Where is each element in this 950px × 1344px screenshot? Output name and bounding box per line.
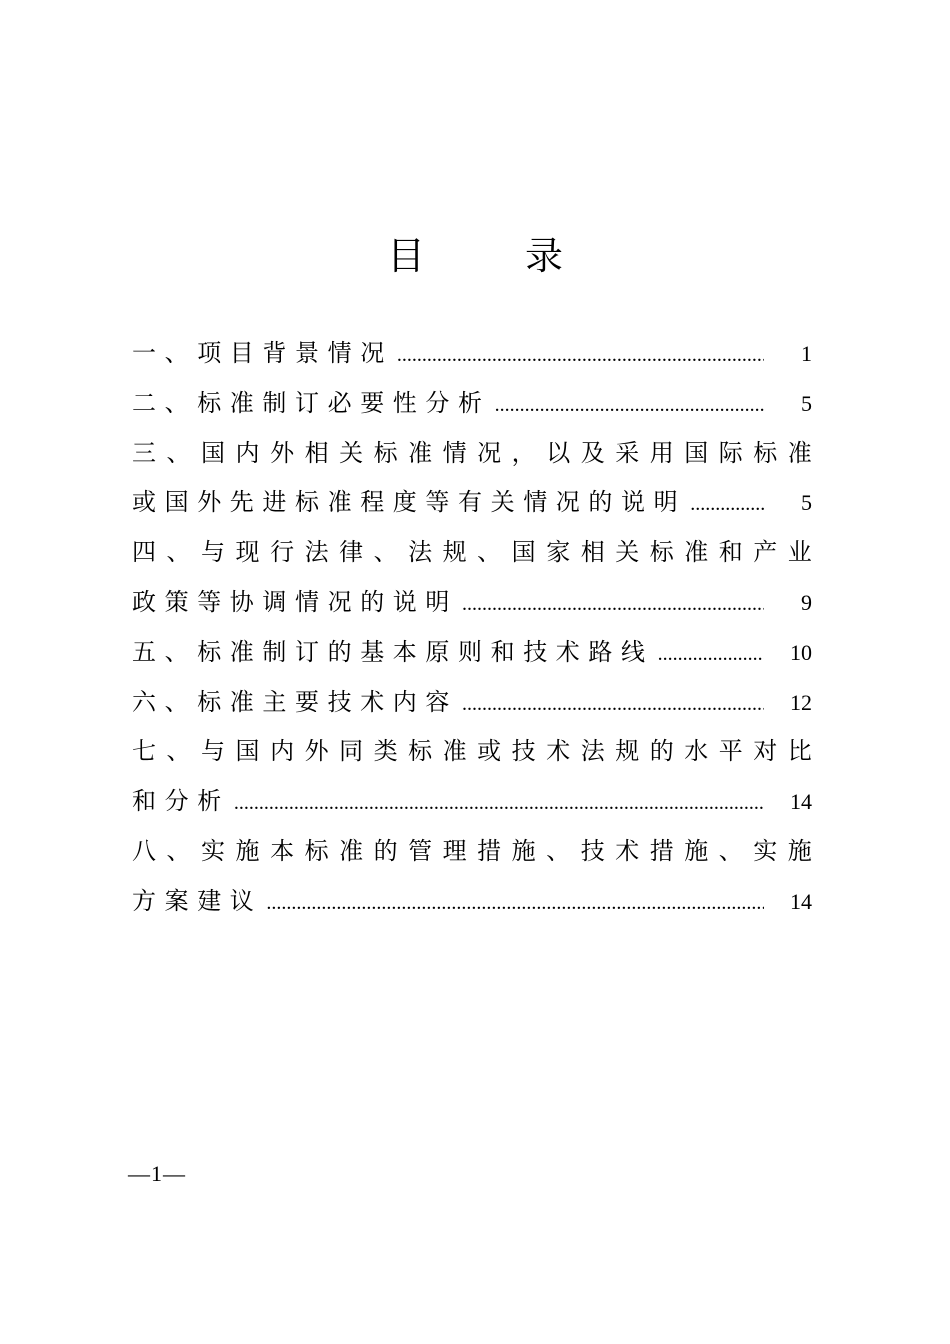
toc-char: 标	[373, 438, 398, 467]
toc-char: 四	[132, 538, 156, 567]
toc-char: 外	[270, 438, 295, 467]
page-title: 目 录	[386, 234, 608, 278]
toc-char: 管	[408, 836, 433, 865]
toc-char: 、	[166, 836, 191, 865]
toc-entry-8-line-2[interactable]	[132, 877, 812, 927]
toc-entry-5[interactable]	[132, 628, 812, 678]
toc-char: 法	[408, 538, 433, 567]
toc-char: 七	[132, 737, 156, 766]
toc-char: 标	[753, 438, 778, 467]
toc-char: 产	[753, 538, 778, 567]
toc-char: 技	[580, 836, 605, 865]
toc-entry-4-title-line-1	[132, 528, 812, 578]
toc-char: 标	[304, 836, 329, 865]
toc-char: ，	[511, 438, 536, 467]
toc-entry-6[interactable]	[132, 678, 812, 728]
toc-char: 、	[477, 538, 502, 567]
toc-char: 的	[649, 737, 674, 766]
toc-entry-3-page: 5	[801, 490, 812, 516]
toc-entry-1[interactable]	[132, 329, 812, 379]
toc-leader-dots	[266, 879, 764, 929]
toc-char: 和	[718, 538, 743, 567]
toc-char: 采	[615, 438, 640, 467]
toc-char: 况	[477, 438, 502, 467]
toc-entry-1-title: 一、项目背景情况	[132, 339, 393, 367]
toc-char: 国	[511, 538, 536, 567]
toc-char: 、	[546, 836, 571, 865]
toc-char: 平	[718, 737, 743, 766]
toc-char: 准	[408, 438, 433, 467]
toc-leader-dots	[462, 680, 764, 730]
toc-char: 对	[753, 737, 778, 766]
toc-entry-3-title-line-2: 或国外先进标准程度等有关情况的说明	[132, 488, 687, 517]
toc-char: 类	[373, 737, 398, 766]
toc-char: 措	[477, 836, 502, 865]
toc-entry-7-line-2[interactable]	[132, 777, 812, 827]
toc-entry-2-title: 二、标准制订必要性分析	[132, 388, 491, 417]
toc-char: 内	[235, 438, 260, 467]
toc-entry-6-title: 六、标准主要技术内容	[132, 687, 458, 716]
toc-char: 的	[373, 836, 398, 865]
toc-leader-dots	[495, 381, 764, 431]
toc-entry-8-page: 14	[790, 888, 812, 914]
toc-char: 水	[684, 737, 709, 766]
toc-char: 理	[442, 836, 467, 865]
toc-char: 相	[304, 438, 329, 467]
toc-char: 内	[270, 737, 295, 766]
toc-entry-4-line-1[interactable]	[132, 528, 812, 578]
toc-char: 国	[684, 438, 709, 467]
toc-entry-8-title-line-1	[132, 827, 812, 877]
toc-entry-4-line-2[interactable]	[132, 578, 812, 628]
toc-entry-8-line-1[interactable]	[132, 827, 812, 877]
toc-char: 施	[235, 836, 260, 865]
toc-char: 本	[270, 836, 295, 865]
toc-char: 、	[166, 538, 191, 567]
toc-char: 、	[373, 538, 398, 567]
toc-char: 准	[787, 438, 812, 467]
toc-char: 、	[718, 836, 743, 865]
toc-char: 法	[304, 538, 329, 567]
toc-char: 八	[132, 836, 156, 865]
toc-char: 术	[546, 737, 571, 766]
toc-char: 国	[235, 737, 260, 766]
toc-char: 标	[408, 737, 433, 766]
toc-entry-3-line-2[interactable]	[132, 478, 812, 528]
toc-char: 外	[304, 737, 329, 766]
toc-char: 三	[132, 438, 156, 467]
toc-char: 标	[649, 538, 674, 567]
toc-entry-5-page: 10	[790, 639, 812, 665]
toc-char: 业	[787, 538, 812, 567]
page-number-footer: —1—	[128, 1161, 186, 1186]
toc-entry-1-page: 1	[801, 341, 812, 366]
toc-entry-5-title: 五、标准制订的基本原则和技术路线	[132, 637, 654, 666]
toc-char: 准	[339, 836, 364, 865]
toc-entry-7-title-line-1	[132, 727, 812, 777]
toc-leader-dots	[658, 630, 764, 680]
toc-entry-3-line-1[interactable]	[132, 429, 812, 479]
toc-char: 国	[201, 438, 226, 467]
toc-char: 法	[580, 737, 605, 766]
toc-leader-dots	[690, 480, 764, 530]
toc-entry-7-page: 14	[790, 789, 812, 815]
toc-char: 律	[339, 538, 364, 567]
toc-char: 实	[753, 836, 778, 865]
toc-char: 准	[442, 737, 467, 766]
toc-char: 、	[166, 737, 191, 766]
toc-char: 术	[615, 836, 640, 865]
toc-char: 或	[477, 737, 502, 766]
toc-char: 施	[511, 836, 536, 865]
toc-char: 用	[649, 438, 674, 467]
toc-entry-4-title-line-2: 政策等协调情况的说明	[132, 587, 458, 616]
toc-entry-7-title-line-2: 和分析	[132, 787, 230, 816]
toc-char: 现	[235, 538, 260, 567]
toc-char: 施	[684, 836, 709, 865]
toc-char: 际	[718, 438, 743, 467]
toc-entry-2-page: 5	[801, 390, 812, 416]
toc-char: 关	[339, 438, 364, 467]
table-of-contents	[132, 329, 812, 927]
toc-entry-8-title-line-2: 方案建议	[132, 886, 263, 915]
toc-char: 行	[270, 538, 295, 567]
toc-char: 实	[201, 836, 226, 865]
toc-char: 技	[511, 737, 536, 766]
toc-char: 规	[615, 737, 640, 766]
toc-char: 关	[615, 538, 640, 567]
toc-entry-4-page: 9	[801, 589, 812, 615]
toc-char: 家	[546, 538, 571, 567]
toc-char: 施	[787, 836, 812, 865]
toc-leader-dots	[397, 331, 764, 381]
toc-char: 比	[787, 737, 812, 766]
toc-char: 准	[684, 538, 709, 567]
toc-leader-dots	[462, 580, 764, 630]
toc-leader-dots	[234, 779, 764, 829]
toc-char: 、	[166, 438, 191, 467]
toc-entry-7-line-1[interactable]	[132, 727, 812, 777]
toc-char: 规	[442, 538, 467, 567]
toc-entry-2[interactable]	[132, 379, 812, 429]
toc-char: 措	[649, 836, 674, 865]
toc-char: 与	[201, 737, 226, 766]
toc-entry-3-title-line-1	[132, 429, 812, 479]
toc-char: 相	[580, 538, 605, 567]
toc-entry-6-page: 12	[790, 689, 812, 715]
toc-char: 情	[442, 438, 467, 467]
toc-char: 以	[546, 438, 571, 467]
toc-char: 同	[339, 737, 364, 766]
toc-char: 与	[201, 538, 226, 567]
toc-char: 及	[580, 438, 605, 467]
